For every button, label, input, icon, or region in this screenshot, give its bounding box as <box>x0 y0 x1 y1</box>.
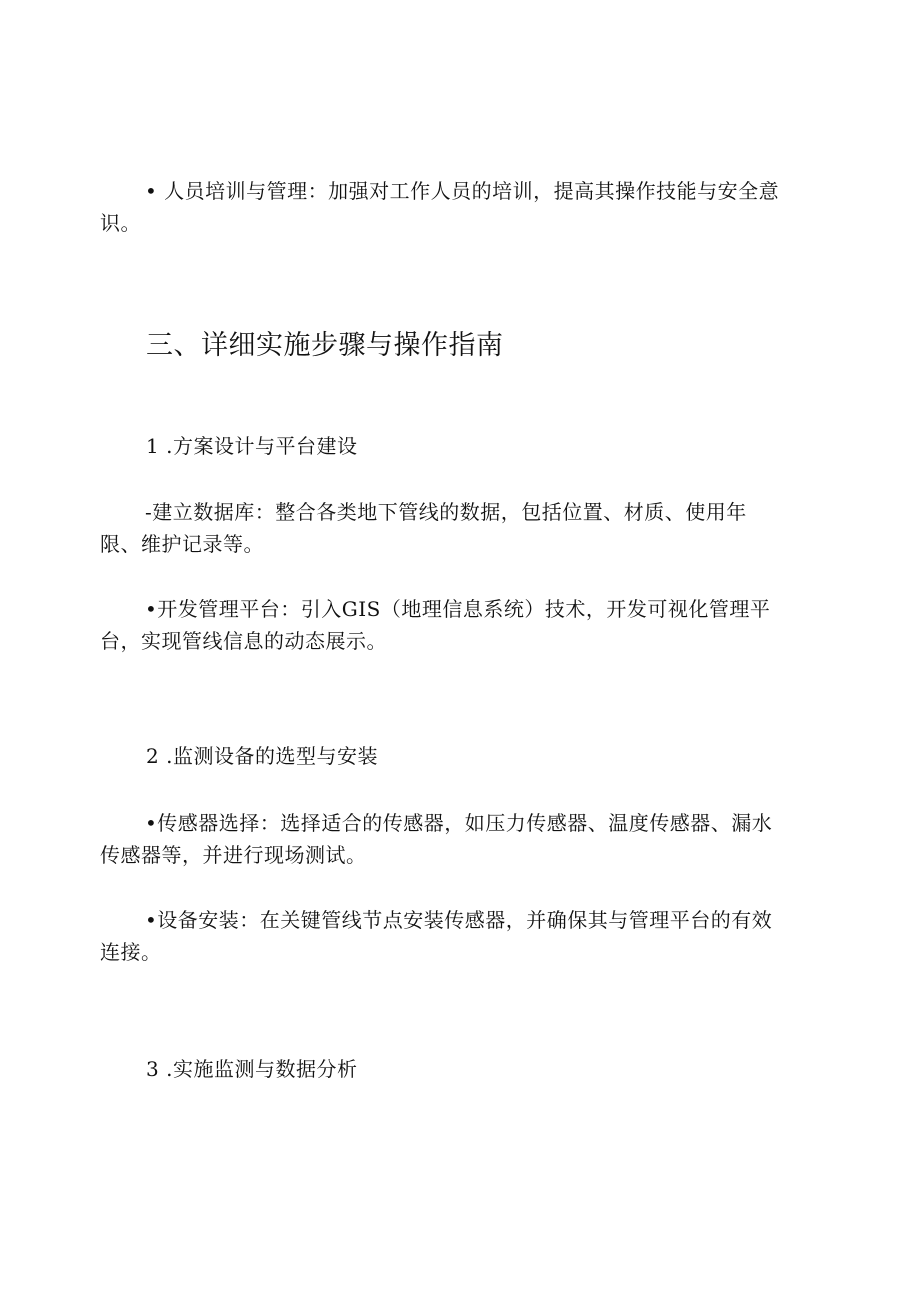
paragraph-line: 连接。 <box>100 940 162 964</box>
paragraph-personnel-training <box>100 175 818 239</box>
subsection-title-1: 1 .方案设计与平台建设 <box>146 434 358 458</box>
paragraph-develop-platform <box>100 593 818 657</box>
subsection-title-2: 2 .监测设备的选型与安装 <box>146 744 378 768</box>
paragraph-line: 限、维护记录等。 <box>100 532 264 556</box>
paragraph-line: •传感器选择：选择适合的传感器，如压力传感器、温度传感器、漏水 <box>145 811 773 835</box>
paragraph-line: 传感器等，并进行现场测试。 <box>100 843 367 867</box>
subsection-title-3: 3 .实施监测与数据分析 <box>146 1057 358 1081</box>
paragraph-build-database <box>100 496 818 560</box>
paragraph-sensor-selection <box>100 807 818 871</box>
section-heading: 三、详细实施步骤与操作指南 <box>146 330 504 361</box>
paragraph-line: 识。 <box>100 211 141 235</box>
paragraph-line: •设备安装：在关键管线节点安装传感器，并确保其与管理平台的有效 <box>145 908 773 932</box>
paragraph-line: -建立数据库：整合各类地下管线的数据，包括位置、材质、使用年 <box>145 500 747 524</box>
paragraph-line: •开发管理平台：引入GIS（地理信息系统）技术，开发可视化管理平 <box>145 597 771 621</box>
paragraph-line: 台，实现管线信息的动态展示。 <box>100 629 387 653</box>
paragraph-device-installation <box>100 904 818 968</box>
paragraph-line: • 人员培训与管理：加强对工作人员的培训，提高其操作技能与安全意 <box>145 179 780 203</box>
